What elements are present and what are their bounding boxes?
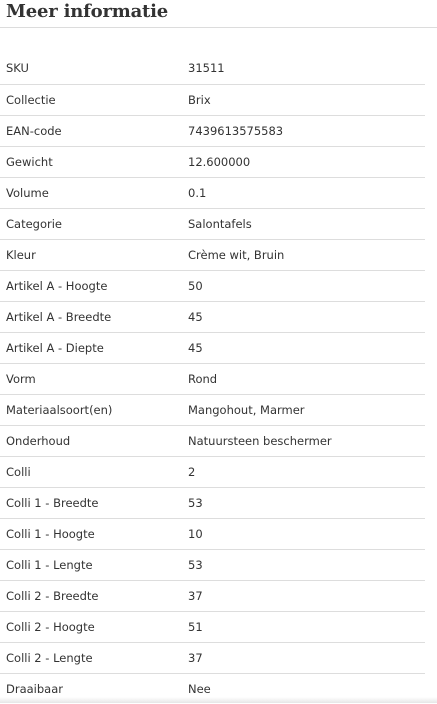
table-row xyxy=(0,456,425,487)
scroll-fade xyxy=(0,697,437,703)
attribute-label: Colli 2 - Hoogte xyxy=(0,611,182,642)
attribute-label: EAN-code xyxy=(0,115,182,146)
table-row xyxy=(0,177,425,208)
attribute-label: Draaibaar xyxy=(6,681,63,696)
table-row xyxy=(0,394,425,425)
attribute-label: Colli 2 - Lengte xyxy=(0,642,182,673)
table-row xyxy=(0,301,425,332)
attribute-value: Rond xyxy=(182,363,425,394)
table-row xyxy=(0,239,425,270)
table-row xyxy=(0,208,425,239)
attribute-value: 37 xyxy=(182,580,425,611)
table-row xyxy=(0,518,425,549)
table-row xyxy=(0,332,425,363)
attribute-value: Brix xyxy=(182,84,425,115)
table-row xyxy=(0,146,425,177)
attribute-label: Collectie xyxy=(0,84,182,115)
attribute-label: Artikel A - Diepte xyxy=(0,332,182,363)
attribute-value: 0.1 xyxy=(182,177,425,208)
attribute-value: 53 xyxy=(182,487,425,518)
attribute-value: 12.600000 xyxy=(182,146,425,177)
title-divider xyxy=(0,27,437,28)
attribute-value: Nee xyxy=(188,681,211,696)
attribute-value: 10 xyxy=(182,518,425,549)
attribute-label: Artikel A - Hoogte xyxy=(0,270,182,301)
attribute-label: Colli 1 - Lengte xyxy=(0,549,182,580)
attribute-value: Mangohout, Marmer xyxy=(182,394,425,425)
attribute-label: Materiaalsoort(en) xyxy=(0,394,182,425)
section-title: Meer informatie xyxy=(6,1,169,22)
attribute-label: Onderhoud xyxy=(0,425,182,456)
attribute-label: Volume xyxy=(0,177,182,208)
attribute-value: Natuursteen beschermer xyxy=(182,425,425,456)
product-attributes-table xyxy=(0,53,425,704)
attribute-label: Gewicht xyxy=(0,146,182,177)
attribute-value: 53 xyxy=(182,549,425,580)
table-row xyxy=(0,549,425,580)
attribute-value: 45 xyxy=(182,301,425,332)
attribute-value: 51 xyxy=(182,611,425,642)
attribute-label: Colli xyxy=(0,456,182,487)
attribute-label: Colli 1 - Hoogte xyxy=(0,518,182,549)
table-row xyxy=(0,487,425,518)
attribute-label: Colli 2 - Breedte xyxy=(0,580,182,611)
attribute-label: Categorie xyxy=(0,208,182,239)
attribute-value: 7439613575583 xyxy=(182,115,425,146)
attribute-label: SKU xyxy=(0,53,182,84)
attribute-label: Colli 1 - Breedte xyxy=(0,487,182,518)
table-row xyxy=(0,53,425,84)
table-row xyxy=(0,363,425,394)
attribute-label: Kleur xyxy=(0,239,182,270)
attribute-value: 31511 xyxy=(182,53,425,84)
table-row xyxy=(0,580,425,611)
table-row xyxy=(0,425,425,456)
table-row xyxy=(0,611,425,642)
attribute-value: 37 xyxy=(182,642,425,673)
table-row xyxy=(0,84,425,115)
attribute-label: Vorm xyxy=(0,363,182,394)
table-row xyxy=(0,642,425,673)
attribute-value: Salontafels xyxy=(182,208,425,239)
table-row xyxy=(0,115,425,146)
table-row xyxy=(0,270,425,301)
attribute-label: Artikel A - Breedte xyxy=(0,301,182,332)
attribute-value: 45 xyxy=(182,332,425,363)
attribute-value: Crème wit, Bruin xyxy=(182,239,425,270)
attribute-value: 2 xyxy=(182,456,425,487)
attribute-value: 50 xyxy=(182,270,425,301)
